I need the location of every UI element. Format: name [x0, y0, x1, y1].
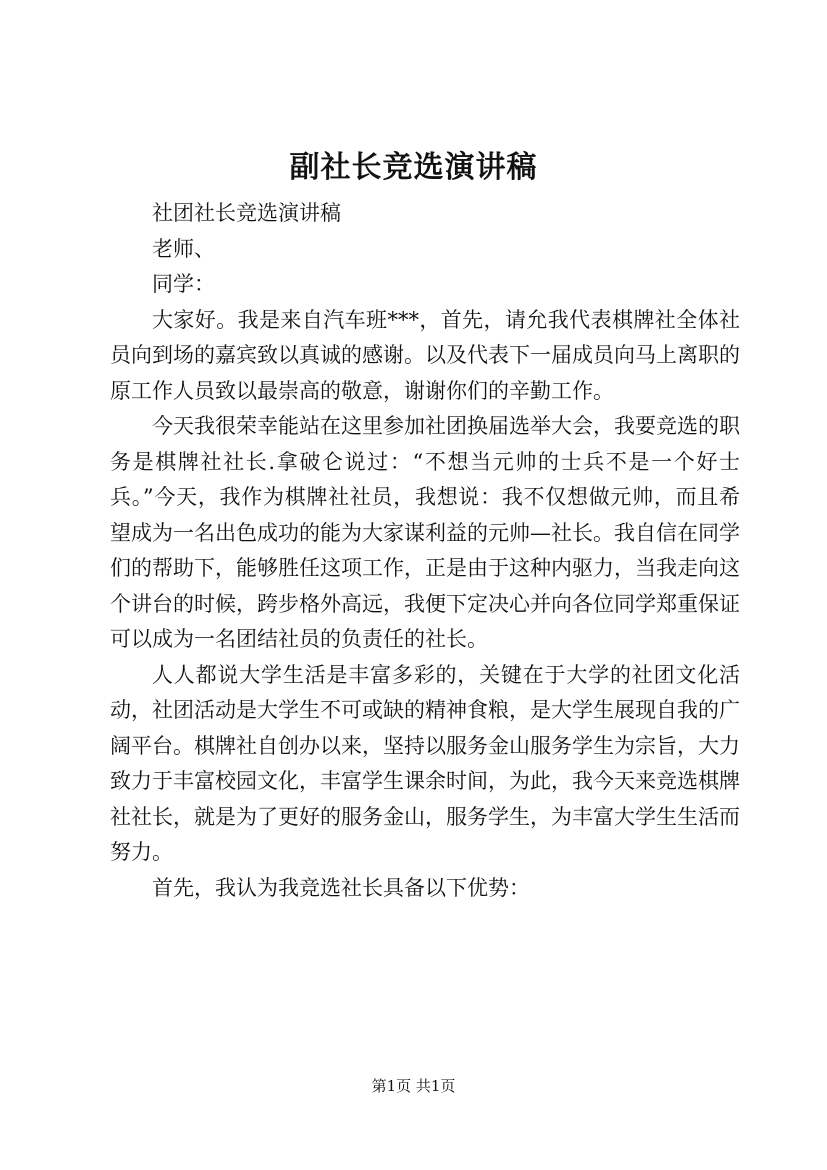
- page-number-footer: 第1页 共1页: [371, 1077, 456, 1095]
- paragraph-salutation-students: 同学：: [152, 272, 215, 296]
- paragraph-advantages: 首先，我认为我竞选社长具备以下优势：: [152, 875, 530, 900]
- document-body: [110, 196, 740, 906]
- paragraph-motivation: 今天我很荣幸能站在这里参加社团换届选举大会，我要竞选的职务是棋牌社社长.拿破仑说过：“不想当元帅的士兵不是一个好士兵。”今天，我作为棋牌社社员，我想说：我不仅想做元帅，而且希望成为一名出色成功的能为大家谋利益的元帅—社长。我自信在同学们的帮助下，能够胜任这项工作，正是由于这种内驱力，当我走向这个讲台的时候，跨步格外高远，我便下定决心并向各位同学郑重保证可以成为一名团结社员的负责任的社长。: [110, 414, 740, 651]
- paragraph-salutation-teachers: 老师、: [152, 236, 215, 261]
- paragraph-greeting: 大家好。我是来自汽车班***，首先，请允我代表棋牌社全体社员向到场的嘉宾致以真诚的感谢。以及代表下一届成员向马上离职的原工作人员致以最崇高的敬意，谢谢你们的辛勤工作。: [110, 307, 740, 403]
- paragraph-subtitle: 社团社长竞选演讲稿: [152, 201, 341, 225]
- document-title: 副社长竞选演讲稿: [289, 150, 538, 185]
- paragraph-club-culture: 人人都说大学生活是丰富多彩的，关键在于大学的社团文化活动，社团活动是大学生不可或缺的精神食粮，是大学生展现自我的广阔平台。棋牌社自创办以来，坚持以服务金山服务学生为宗旨，大力致力于丰富校园文化，丰富学生课余时间，为此，我今天来竞选棋牌社社长，就是为了更好的服务金山，服务学生，为丰富大学生生活而努力。: [110, 662, 740, 864]
